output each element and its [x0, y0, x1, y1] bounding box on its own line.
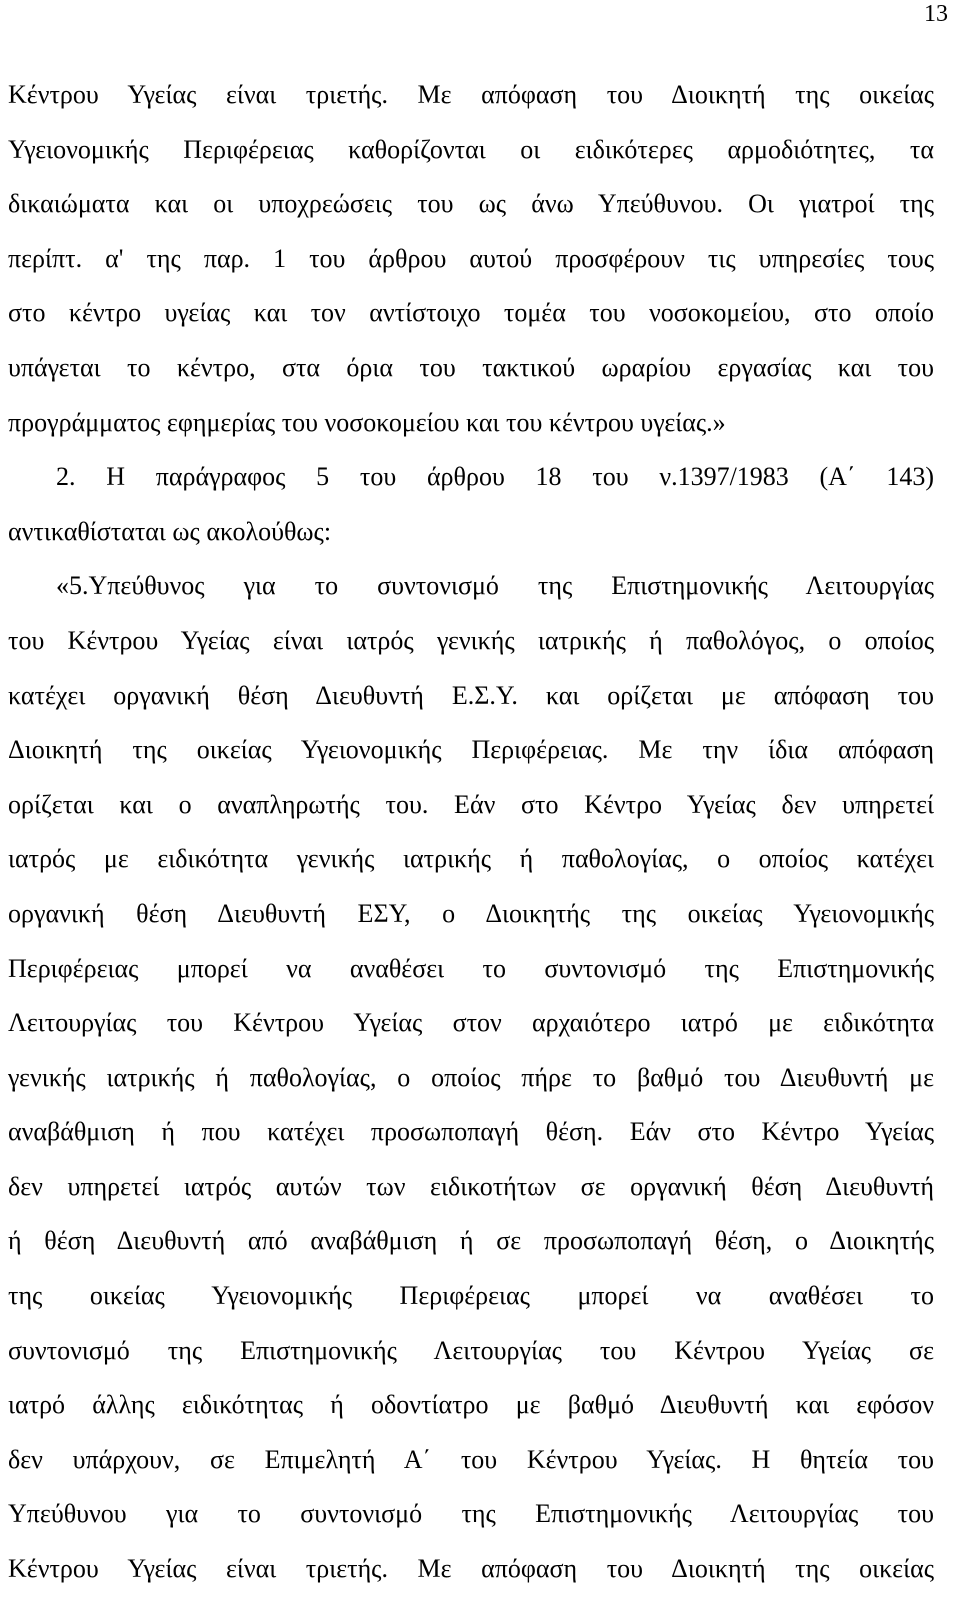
text-line: προγράμματος εφημερίας του νοσοκομείου και του κέντρου υγείας.»: [8, 407, 726, 437]
text-line: γενικής ιατρικής ή παθολογίας, ο οποίος πήρε το βαθμό του Διευθυντή με: [8, 1062, 934, 1092]
text-line: ή θέση Διευθυντή από αναβάθμιση ή σε προσωποπαγή θέση, ο Διοικητής: [8, 1226, 934, 1256]
text-line: ιατρός με ειδικότητα γενικής ιατρικής ή παθολογίας, ο οποίος κατέχει: [8, 844, 934, 874]
text-line: Κέντρου Υγείας είναι τριετής. Με απόφαση του Διοικητή της οικείας: [8, 80, 934, 109]
text-line: οργανική θέση Διευθυντή ΕΣΥ, ο Διοικητής της οικείας Υγειονομικής: [8, 898, 934, 928]
text-line: Διοικητή της οικείας Υγειονομικής Περιφέρειας. Με την ίδια απόφαση: [8, 735, 934, 765]
text-line: στο κέντρο υγείας και τον αντίστοιχο τομέα του νοσοκομείου, στο οποίο: [8, 298, 934, 328]
text-line: υπάγεται το κέντρο, στα όρια του τακτικού ωραρίου εργασίας και του: [8, 352, 934, 382]
text-line: δικαιώματα και οι υποχρεώσεις του ως άνω Υπεύθυνου. Οι γιατροί της: [8, 189, 934, 219]
text-line: 2. Η παράγραφος 5 του άρθρου 18 του ν.1397/1983 (Α΄ 143): [56, 462, 934, 492]
text-line: Υγειονομικής Περιφέρειας καθορίζονται οι ειδικότερες αρμοδιότητες, τα: [8, 134, 934, 164]
text-line: του Κέντρου Υγείας είναι ιατρός γενικής ιατρικής ή παθολόγος, ο οποίος: [8, 625, 934, 655]
document-body: [8, 68, 934, 1597]
text-line: Υπεύθυνου για το συντονισμό της Επιστημονικής Λειτουργίας του: [8, 1499, 934, 1529]
text-line: δεν υπάρχουν, σε Επιμελητή Α΄ του Κέντρου Υγείας. Η θητεία του: [8, 1444, 934, 1474]
text-line: ιατρό άλλης ειδικότητας ή οδοντίατρο με βαθμό Διευθυντή και εφόσον: [8, 1390, 934, 1420]
text-line: περίπτ. α' της παρ. 1 του άρθρου αυτού προσφέρουν τις υπηρεσίες τους: [8, 243, 934, 273]
text-line: ορίζεται και ο αναπληρωτής του. Εάν στο Κέντρο Υγείας δεν υπηρετεί: [8, 789, 934, 819]
page-number: 13: [924, 1, 948, 27]
text-line: της οικείας Υγειονομικής Περιφέρειας μπορεί να αναθέσει το: [8, 1281, 934, 1311]
text-line: δεν υπηρετεί ιατρός αυτών των ειδικοτήτων σε οργανική θέση Διευθυντή: [8, 1171, 934, 1201]
text-line: αναβάθμιση ή που κατέχει προσωποπαγή θέση. Εάν στο Κέντρο Υγείας: [8, 1117, 934, 1147]
text-line: Περιφέρειας μπορεί να αναθέσει το συντονισμό της Επιστημονικής: [8, 953, 934, 983]
text-line: κατέχει οργανική θέση Διευθυντή Ε.Σ.Υ. και ορίζεται με απόφαση του: [8, 680, 934, 710]
text-line: συντονισμό της Επιστημονικής Λειτουργίας του Κέντρου Υγείας σε: [8, 1335, 934, 1365]
text-line: αντικαθίσταται ως ακολούθως:: [8, 516, 332, 546]
text-line: Κέντρου Υγείας είναι τριετής. Με απόφαση του Διοικητή της οικείας: [8, 1554, 934, 1584]
text-line: Λειτουργίας του Κέντρου Υγείας στον αρχαιότερο ιατρό με ειδικότητα: [8, 1008, 934, 1038]
text-line: «5.Υπεύθυνος για το συντονισμό της Επιστημονικής Λειτουργίας: [56, 571, 934, 601]
